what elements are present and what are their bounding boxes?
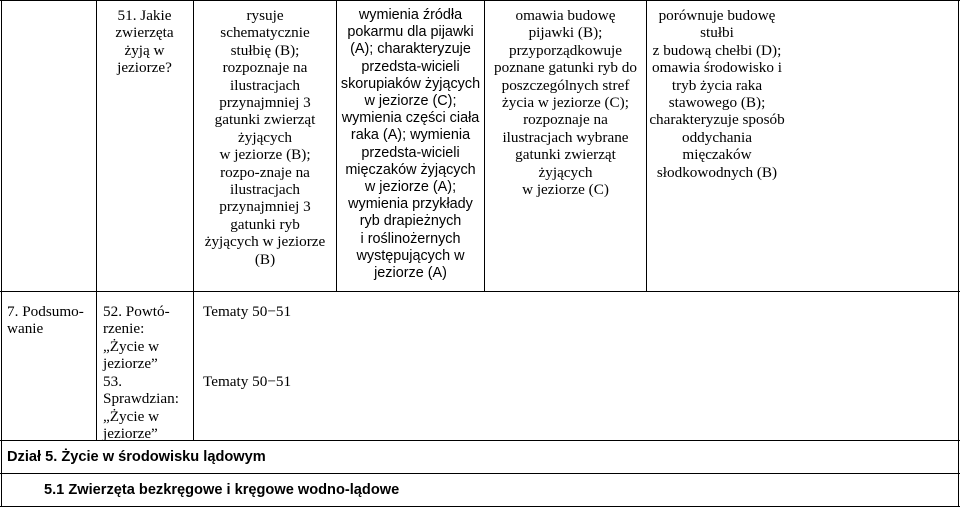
division-heading: Dział 5. Życie w środowisku lądowym — [7, 449, 266, 465]
lesson-52-topics: Tematy 50−51 — [203, 303, 292, 320]
row4-bottom-border — [0, 506, 960, 507]
top-border — [0, 0, 960, 1]
requirements-extended: wymienia źródła pokarmu dla pijawki (A); charakteryzuje przedsta-wicieli skorupiaków żyjących w jeziorze (C); wymienia części ciała raka (A); wymienia przedsta-wicieli mięczaków żyjących w jeziorze (A); wymienia przykłady ryb drapieżnych i roślinożernych występujących w jeziorze (A) — [340, 7, 481, 282]
right-border — [958, 0, 959, 507]
requirements-advanced: omawia budowę pijawki (B); przyporządkowuje poznane gatunki ryb do poszczególnych stref życia w jeziorze (C); rozpoznaje na ilustracjach wybrane gatunki zwierząt żyjących w jeziorze (C) — [494, 7, 637, 199]
subsection-heading: 5.1 Zwierzęta bezkręgowe i kręgowe wodno-lądowe — [44, 482, 400, 498]
requirements-excellent: porównuje budowę stułbi z budową chełbi (D); omawia środowisko i tryb życia raka stawowego (B); charakteryzuje sposób oddychania mięczaków słodkowodnych (B) — [649, 7, 785, 181]
requirements-basic: rysuje schematycznie stułbię (B); rozpoznaje na ilustracjach przynajmniej 3 gatunki zwierząt żyjących w jeziorze (B); rozpo-znaje na ilustracjach przynajmniej 3 gatunki ryb żyjących w jeziorze (B) — [204, 7, 326, 268]
lesson-52-title: 52. Powtó- rzenie: „Życie w jeziorze” — [103, 303, 170, 373]
lesson-51-title: 51. Jakie zwierzęta żyją w jeziorze? — [115, 7, 174, 77]
row3-bottom-border — [0, 473, 960, 474]
left-border — [1, 0, 2, 507]
section-summary-label: 7. Podsumo- wanie — [7, 303, 84, 338]
row1-bottom-border — [0, 291, 960, 292]
lesson-53-topics: Tematy 50−51 — [203, 373, 292, 390]
lesson-53-title: 53. Sprawdzian: „Życie w jeziorze” — [103, 373, 179, 443]
